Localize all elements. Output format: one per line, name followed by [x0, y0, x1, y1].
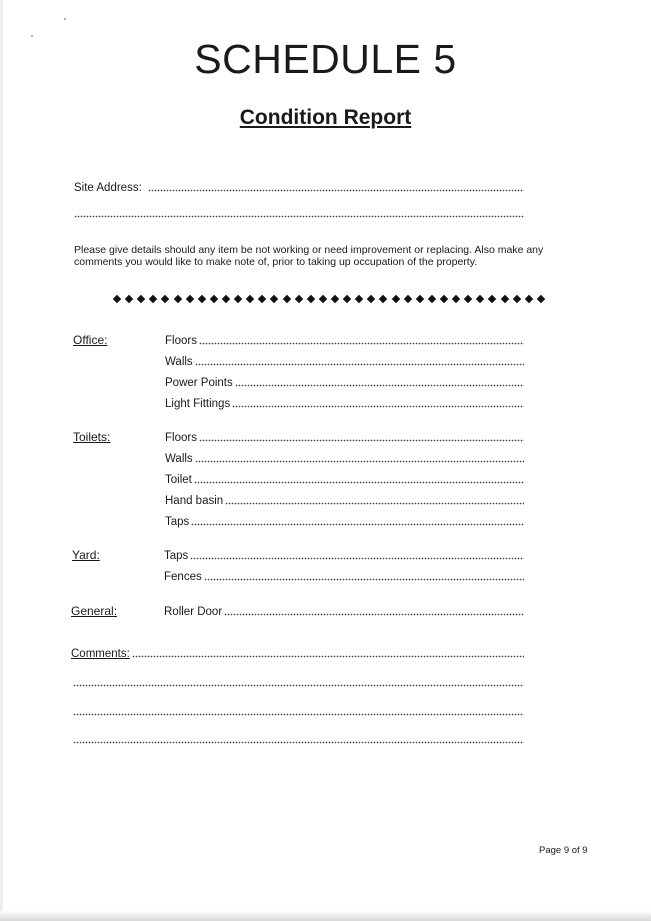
section-label-yard: Yard:: [72, 548, 100, 562]
diamond-glyph: [198, 295, 206, 303]
site-address-field[interactable]: [74, 180, 524, 194]
diamond-glyph: [294, 295, 302, 303]
diamond-glyph: [307, 295, 315, 303]
diamond-glyph: [512, 295, 520, 303]
scan-left-edge: [0, 0, 3, 921]
item-label: Taps: [165, 516, 190, 528]
comments-line-2[interactable]: [73, 675, 524, 689]
item-label: Floors: [165, 432, 197, 444]
diamond-glyph: [403, 295, 411, 303]
diamond-glyph: [173, 295, 181, 303]
dotted-line: [225, 502, 524, 505]
dotted-line: [235, 384, 524, 387]
scan-speck: [64, 18, 66, 20]
toilets-toilet-field[interactable]: [165, 472, 524, 486]
item-label: Taps: [164, 550, 189, 562]
diamond-glyph: [367, 295, 375, 303]
comments-line-3[interactable]: [73, 704, 524, 718]
page-number: Page 9 of 9: [539, 845, 588, 856]
diamond-glyph: [185, 295, 193, 303]
comments-label: Comments:: [71, 648, 130, 660]
diamond-glyph: [488, 295, 496, 303]
diamond-glyph: [537, 295, 545, 303]
diamond-glyph: [282, 295, 290, 303]
section-label-office: Office:: [73, 333, 108, 347]
diamond-glyph: [149, 295, 157, 303]
diamond-glyph: [137, 295, 145, 303]
diamond-divider: [114, 293, 544, 305]
diamond-glyph: [222, 295, 230, 303]
toilets-taps-field[interactable]: [165, 514, 524, 528]
diamond-glyph: [464, 295, 472, 303]
comments-field[interactable]: [71, 646, 524, 660]
section-label-general: General:: [71, 604, 118, 618]
item-label: Walls: [165, 356, 193, 368]
item-label: Toilet: [165, 474, 192, 486]
office-floors-field[interactable]: [165, 333, 524, 347]
item-label: Hand basin: [165, 495, 224, 507]
diamond-glyph: [500, 295, 508, 303]
dotted-line: [199, 439, 524, 442]
office-power-points-field[interactable]: [165, 375, 524, 389]
site-address-field-line-2[interactable]: [74, 206, 524, 220]
dotted-line: [199, 342, 524, 345]
document-title: SCHEDULE 5: [194, 36, 457, 82]
diamond-glyph: [524, 295, 532, 303]
item-label: Floors: [165, 335, 197, 347]
dotted-line: [195, 460, 524, 463]
diamond-glyph: [391, 295, 399, 303]
diamond-glyph: [415, 295, 423, 303]
yard-taps-field[interactable]: [164, 548, 524, 562]
comments-line-4[interactable]: [73, 732, 524, 746]
dotted-line: [148, 189, 524, 192]
diamond-glyph: [270, 295, 278, 303]
site-address-label: Site Address:: [74, 182, 142, 194]
diamond-glyph: [161, 295, 169, 303]
item-label: Fences: [164, 571, 202, 583]
dotted-line: [224, 613, 524, 616]
dotted-line: [73, 684, 524, 687]
dotted-line: [191, 523, 524, 526]
diamond-glyph: [331, 295, 339, 303]
general-roller-door-field[interactable]: [164, 604, 524, 618]
diamond-glyph: [246, 295, 254, 303]
toilets-walls-field[interactable]: [165, 451, 524, 465]
dotted-line: [73, 741, 524, 744]
toilets-hand-basin-field[interactable]: [165, 493, 524, 507]
toilets-floors-field[interactable]: [165, 430, 524, 444]
item-label: Power Points: [165, 377, 233, 389]
dotted-line: [195, 363, 524, 366]
diamond-glyph: [379, 295, 387, 303]
dotted-line: [73, 713, 524, 716]
diamond-glyph: [319, 295, 327, 303]
diamond-glyph: [428, 295, 436, 303]
scan-bottom-edge: [0, 911, 651, 921]
dotted-line: [132, 655, 524, 658]
item-label: Roller Door: [164, 606, 223, 618]
document-subtitle: Condition Report: [239, 106, 412, 129]
diamond-glyph: [234, 295, 242, 303]
dotted-line: [74, 215, 524, 218]
diamond-glyph: [210, 295, 218, 303]
diamond-glyph: [343, 295, 351, 303]
item-label: Light Fittings: [165, 398, 231, 410]
section-label-toilets: Toilets:: [73, 430, 111, 444]
diamond-glyph: [476, 295, 484, 303]
dotted-line: [232, 405, 524, 408]
diamond-glyph: [452, 295, 460, 303]
office-light-fittings-field[interactable]: [165, 396, 524, 410]
dotted-line: [204, 578, 524, 581]
dotted-line: [194, 481, 524, 484]
diamond-glyph: [258, 295, 266, 303]
diamond-glyph: [113, 295, 121, 303]
diamond-glyph: [440, 295, 448, 303]
diamond-glyph: [125, 295, 133, 303]
instructions-text: Please give details should any item be not working or need improvement or replacing. Also make any comments you would like to make note of, prior to taking up occupation of the property.: [74, 244, 544, 268]
item-label: Walls: [165, 453, 193, 465]
dotted-line: [190, 557, 524, 560]
diamond-glyph: [355, 295, 363, 303]
office-walls-field[interactable]: [165, 354, 524, 368]
yard-fences-field[interactable]: [164, 569, 524, 583]
